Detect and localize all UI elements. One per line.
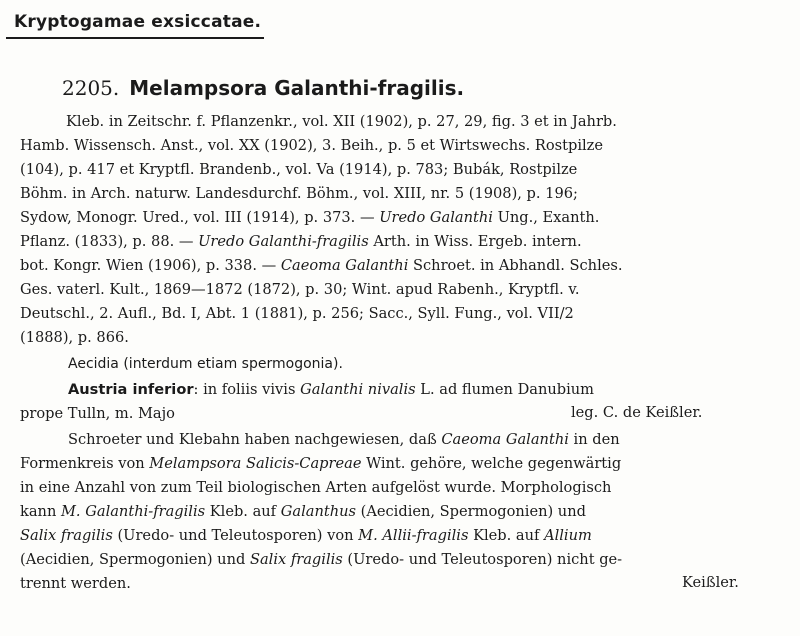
author-signature: Keißler. [682, 574, 739, 591]
taxon-name: Salix fragilis [249, 551, 343, 568]
reference-line: Deutschl., 2. Aufl., Bd. I, Abt. 1 (1881), p. 256; Sacc., Syll. Fung., vol. VII/2 [20, 305, 574, 322]
reference-line: Ges. vaterl. Kult., 1869—1872 (1872), p. 30; Wint. apud Rabenh., Kryptfl. v. [20, 281, 580, 298]
note-line: Salix fragilis (Uredo- und Teleutosporen) von M. Allii-fragilis Kleb. auf Allium [20, 527, 592, 544]
reference-line: Hamb. Wissensch. Anst., vol. XX (1902), 3. Beih., p. 5 et Wirtswechs. Rostpilze [20, 137, 603, 154]
reference-line: Pflanz. (1833), p. 88. — Uredo Galanthi-fragilis Arth. in Wiss. Ergeb. intern. [20, 233, 582, 250]
locality-line: Austria inferior: in foliis vivis Galanthi nivalis L. ad flumen Danubium [68, 381, 595, 398]
note-line: kann M. Galanthi-fragilis Kleb. auf Galanthus (Aecidien, Spermogonien) und [20, 503, 586, 520]
page-header-title: Kryptogamae exsiccatae. [14, 12, 262, 32]
taxon-name: Caeoma Galanthi [441, 431, 569, 448]
reference-line: Kleb. in Zeitschr. f. Pflanzenkr., vol. XII (1902), p. 27, 29, fig. 3 et in Jahrb. [66, 113, 617, 130]
reference-line: Sydow, Monogr. Ured., vol. III (1914), p. 373. — Uredo Galanthi Ung., Exanth. [20, 209, 600, 226]
taxon-name: Galanthus [280, 503, 356, 520]
taxon-name: Salix fragilis [20, 527, 113, 544]
taxon-name: M. Allii-fragilis [358, 527, 469, 544]
taxon-name: Uredo Galanthi [379, 209, 493, 226]
species-number: 2205. [62, 76, 120, 100]
taxon-name: Uredo Galanthi-fragilis [198, 233, 369, 250]
taxon-name: Caeoma Galanthi [280, 257, 409, 274]
locality-region: Austria inferior [68, 381, 194, 398]
reference-line: (104), p. 417 et Kryptfl. Brandenb., vol. Va (1914), p. 783; Bubák, Rostpilze [20, 161, 578, 178]
taxon-name: M. Galanthi-fragilis [60, 503, 206, 520]
species-heading [62, 76, 464, 100]
note-line: Formenkreis von Melampsora Salicis-Capreae Wint. gehöre, welche gegenwärtig [20, 455, 622, 472]
taxon-name: Melampsora Salicis-Capreae [149, 455, 362, 472]
note-line: trennt werden. [20, 575, 131, 592]
note-line: (Aecidien, Spermogonien) und Salix fragilis (Uredo- und Teleutosporen) nicht ge- [20, 551, 623, 568]
host-name: Galanthi nivalis [300, 381, 416, 398]
reference-line: bot. Kongr. Wien (1906), p. 338. — Caeoma Galanthi Schroet. in Abhandl. Schles. [20, 257, 623, 274]
note-line: in eine Anzahl von zum Teil biologischen Arten aufgelöst wurde. Morphologisch [20, 479, 612, 496]
reference-line: Böhm. in Arch. naturw. Landesdurchf. Böhm., vol. XIII, nr. 5 (1908), p. 196; [20, 185, 578, 202]
locality-line-2: prope Tulln, m. Majo [20, 405, 175, 422]
header-underline [6, 37, 264, 39]
collector: leg. C. de Keißler. [571, 404, 703, 421]
stage-line: Aecidia (interdum etiam spermogonia). [68, 356, 343, 372]
species-name: Melampsora Galanthi-fragilis. [129, 76, 465, 100]
note-line: Schroeter und Klebahn haben nachgewiesen, daß Caeoma Galanthi in den [68, 431, 620, 448]
reference-line: (1888), p. 866. [20, 329, 129, 346]
taxon-name: Allium [544, 527, 592, 544]
